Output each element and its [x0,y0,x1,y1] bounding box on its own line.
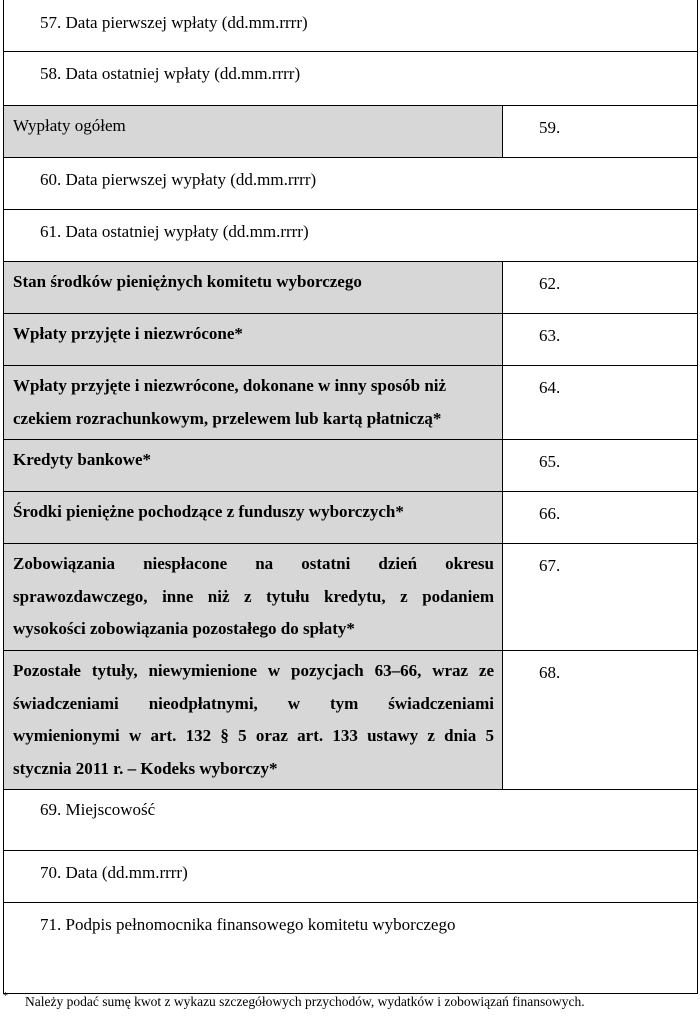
field-70-label: 70. Data (dd.mm.rrrr) [40,863,188,882]
field-68-value[interactable] [503,651,697,789]
field-62-number: 62. [539,274,561,293]
field-59-total-payouts [3,106,698,158]
field-64-label: Wpłaty przyjęte i niezwrócone, dokonane w inny sposób niż czekiem rozrachunkowym, przelewem lub kartą płatniczą* [13,376,447,428]
field-59-number: 59. [539,118,561,137]
field-66-label: Środki pieniężne pochodzące z funduszy wyborczych* [13,502,404,521]
field-66-number: 66. [539,504,561,523]
field-63-value[interactable] [503,314,697,365]
field-65-value[interactable] [503,440,697,491]
field-70-date[interactable] [3,851,698,903]
field-60-label: 60. Data pierwszej wypłaty (dd.mm.rrrr) [40,170,317,189]
footnote-mark: * [3,991,8,1002]
field-66-election-funds [3,492,698,544]
field-64-number: 64. [539,378,561,397]
field-68-label: Pozostałe tytuły, niewymienione w pozycjach 63–66, wraz ze świadczeniami nieodpłatnymi, w tym świadczeniami wymienionymi w art. 132 § 5 oraz art. 133 ustawy z dnia 5 stycznia 2011 r. – Kodeks wyborczy* [13,661,494,778]
field-58-last-deposit-date[interactable] [3,52,698,106]
field-62-cash-balance [3,262,698,314]
field-62-value[interactable] [503,262,697,313]
field-59-value[interactable] [503,106,697,157]
field-67-value[interactable] [503,544,697,650]
field-67-unpaid-liabilities [3,544,698,651]
field-61-label: 61. Data ostatniej wypłaty (dd.mm.rrrr) [40,222,309,241]
field-67-label: Zobowiązania niespłacone na ostatni dzień okresu sprawozdawczego, inne niż z tytułu kredytu, z podaniem wysokości zobowiązania pozostałego do spłaty* [13,554,494,638]
field-60-first-payout-date[interactable] [3,158,698,210]
field-64-other-method-deposits [3,366,698,440]
field-63-label: Wpłaty przyjęte i niezwrócone* [13,324,243,343]
footnote-text: Należy podać sumę kwot z wykazu szczegółowych przychodów, wydatków i zobowiązań finansowych. [25,994,585,1009]
field-61-last-payout-date[interactable] [3,210,698,262]
field-71-signature[interactable] [3,903,698,994]
field-62-label: Stan środków pieniężnych komitetu wyborczego [13,272,362,291]
field-58-label: 58. Data ostatniej wpłaty (dd.mm.rrrr) [40,64,301,83]
field-57-first-deposit-date[interactable] [3,0,698,52]
field-57-label: 57. Data pierwszej wpłaty (dd.mm.rrrr) [40,13,308,32]
field-65-number: 65. [539,452,561,471]
field-66-value[interactable] [503,492,697,543]
field-59-label: Wypłaty ogółem [13,116,126,135]
field-68-other-titles [3,651,698,790]
field-65-label: Kredyty bankowe* [13,450,152,469]
field-69-label: 69. Miejscowość [40,800,156,819]
field-67-number: 67. [539,556,561,575]
field-63-number: 63. [539,326,561,345]
field-68-number: 68. [539,663,561,682]
field-71-label: 71. Podpis pełnomocnika finansowego komitetu wyborczego [40,915,456,934]
field-69-place[interactable] [3,790,698,851]
field-65-bank-loans [3,440,698,492]
field-64-value[interactable] [503,366,697,439]
field-63-unreturned-deposits [3,314,698,366]
